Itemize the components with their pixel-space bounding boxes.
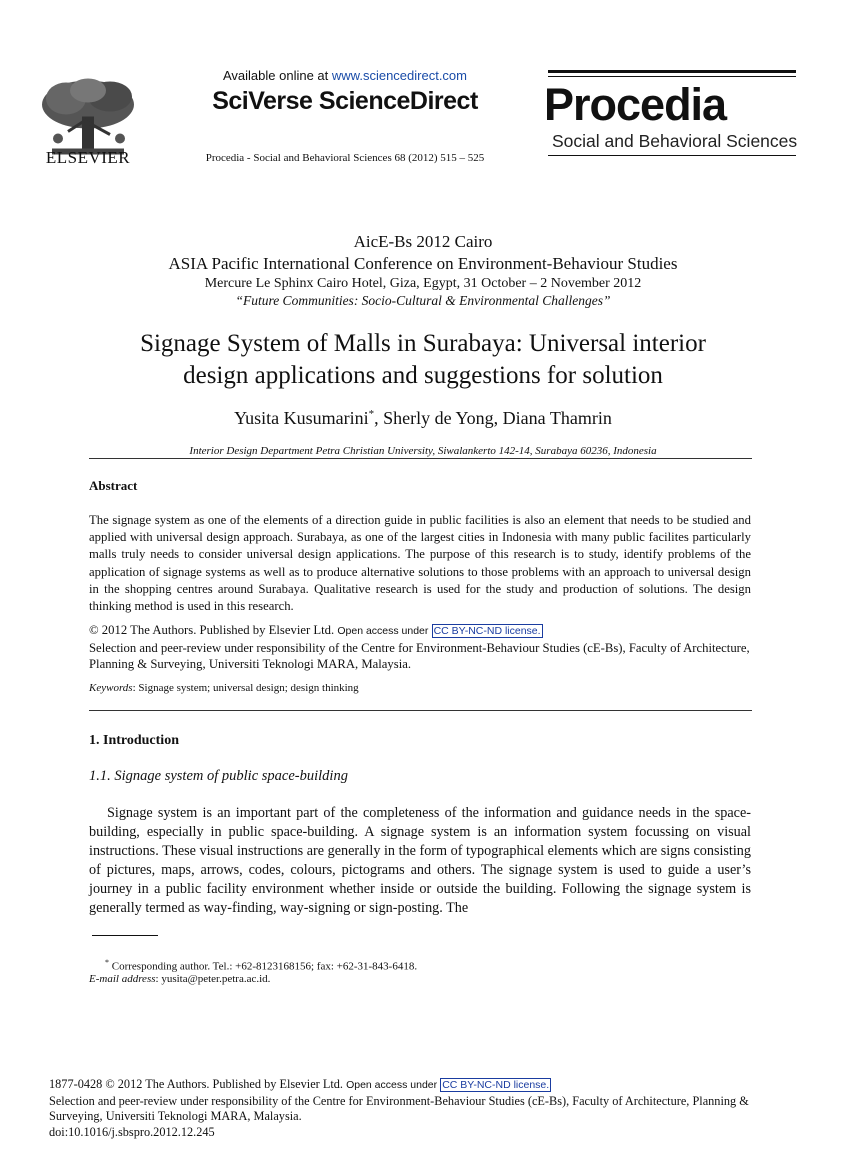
footnote-rule xyxy=(92,935,158,936)
procedia-rule xyxy=(548,155,796,156)
section-heading: 1. Introduction xyxy=(89,733,179,748)
intro-paragraph: Signage system is an important part of the completeness of the information and guidance needs in the space-building, especially in public space-building. A signage system is an information system focussing on visual instructions. These visual instructions are generally in the form of typographical elements which are signs consisting of pictures, maps, arrows, codes, colours, pictograms and others. The signage system is used to guide a user’s journey in a public facility environment whether inside or outside the building. Following the signage system is generally termed as way-finding, way-signing or sign-posting. The xyxy=(89,805,751,916)
doi[interactable]: doi:10.1016/j.sbspro.2012.12.245 xyxy=(49,1124,215,1139)
peer-review-text: Selection and peer-review under responsibility of the Centre for Environment-Behaviour Studies (cE-Bs), Faculty of Architecture, Planning & Surveying, Universiti Teknologi MARA, Malaysia. xyxy=(89,640,750,671)
affiliation: Interior Design Department Petra Christian University, Siwalankerto 142-14, Surabaya 60236, Indonesia xyxy=(189,445,657,457)
conference-venue: Mercure Le Sphinx Cairo Hotel, Giza, Egypt, 31 October – 2 November 2012 xyxy=(204,276,642,291)
corresponding-text: Corresponding author. Tel.: +62-8123168156; fax: +62-31-843-6418. xyxy=(109,960,418,973)
authors xyxy=(0,408,846,429)
bottom-copyright-block xyxy=(49,1077,789,1140)
keywords-label: Keywords xyxy=(89,682,133,694)
issn-copyright: 1877-0428 © 2012 The Authors. Published by Elsevier Ltd. xyxy=(49,1077,343,1091)
procedia-rule xyxy=(548,70,796,73)
paper-title xyxy=(0,328,846,392)
copyright-notice xyxy=(89,622,769,673)
license-link[interactable]: CC BY-NC-ND license. xyxy=(442,1079,550,1091)
footnote-corresponding xyxy=(89,958,417,973)
footnote-mark: * xyxy=(105,958,109,967)
email-label: E-mail address xyxy=(89,973,156,985)
conference-theme: “Future Communities: Socio-Cultural & Environmental Challenges” xyxy=(235,293,611,308)
abstract-heading: Abstract xyxy=(89,478,138,493)
peer-review-text: Selection and peer-review under responsibility of the Centre for Environment-Behaviour Studies (cE-Bs), Faculty of Architecture, Planning & Surveying, Universiti Teknologi MARA, Malaysia. xyxy=(49,1093,749,1123)
footnote-email xyxy=(89,973,270,985)
keywords-list: : Signage system; universal design; design thinking xyxy=(132,682,359,694)
abstract-text: The signage system as one of the elements of a direction guide in public facilities is also an element that needs to be studied and applied with universal design approach. Surabaya, as one of the largest cities in Indonesia with many public facilites particularly malls truly needs to consider universal design applications. The purpose of this research is to study, identify problems of the application of signage systems as well as to produce alternative solutions to those problems with an approach to universal design in the shopping centres around Surabaya. Qualitative research is used for the study and production of solutions. The design thinking method is used in this research. xyxy=(89,513,751,614)
conference-full-name: ASIA Pacific International Conference on Environment-Behaviour Studies xyxy=(168,254,678,273)
sciverse-logo: SciVerse ScienceDirect xyxy=(212,87,478,115)
author-names: , Sherly de Yong, Diana Thamrin xyxy=(374,408,612,428)
paper-title-line: Signage System of Malls in Surabaya: Universal interior xyxy=(140,330,706,357)
copyright-text: © 2012 The Authors. Published by Elsevier Ltd. xyxy=(89,623,335,637)
open-access-text: Open access under xyxy=(346,1079,438,1091)
open-access-text: Open access under xyxy=(337,625,429,637)
journal-reference: Procedia - Social and Behavioral Sciences 68 (2012) 515 – 525 xyxy=(205,152,485,164)
procedia-rule xyxy=(548,76,796,77)
author-name: Yusita Kusumarini xyxy=(234,408,369,428)
sciencedirect-link[interactable]: www.sciencedirect.com xyxy=(331,68,467,83)
email-address[interactable]: : yusita@peter.petra.ac.id. xyxy=(155,973,271,985)
divider xyxy=(89,710,752,711)
subsection-heading: 1.1. Signage system of public space-building xyxy=(89,768,348,784)
publisher-name: ELSEVIER xyxy=(45,148,131,167)
conference-name: AicE-Bs 2012 Cairo xyxy=(353,232,493,251)
journal-title-logo: Procedia xyxy=(544,79,727,130)
paper-title-line: design applications and suggestions for solution xyxy=(183,362,663,389)
keywords xyxy=(89,682,359,694)
available-prefix: Available online at xyxy=(222,68,332,83)
divider xyxy=(89,458,752,459)
corresponding-mark: * xyxy=(368,408,375,420)
license-link[interactable]: CC BY-NC-ND license. xyxy=(433,625,541,637)
journal-subtitle: Social and Behavioral Sciences xyxy=(552,131,798,151)
available-online xyxy=(150,68,540,83)
